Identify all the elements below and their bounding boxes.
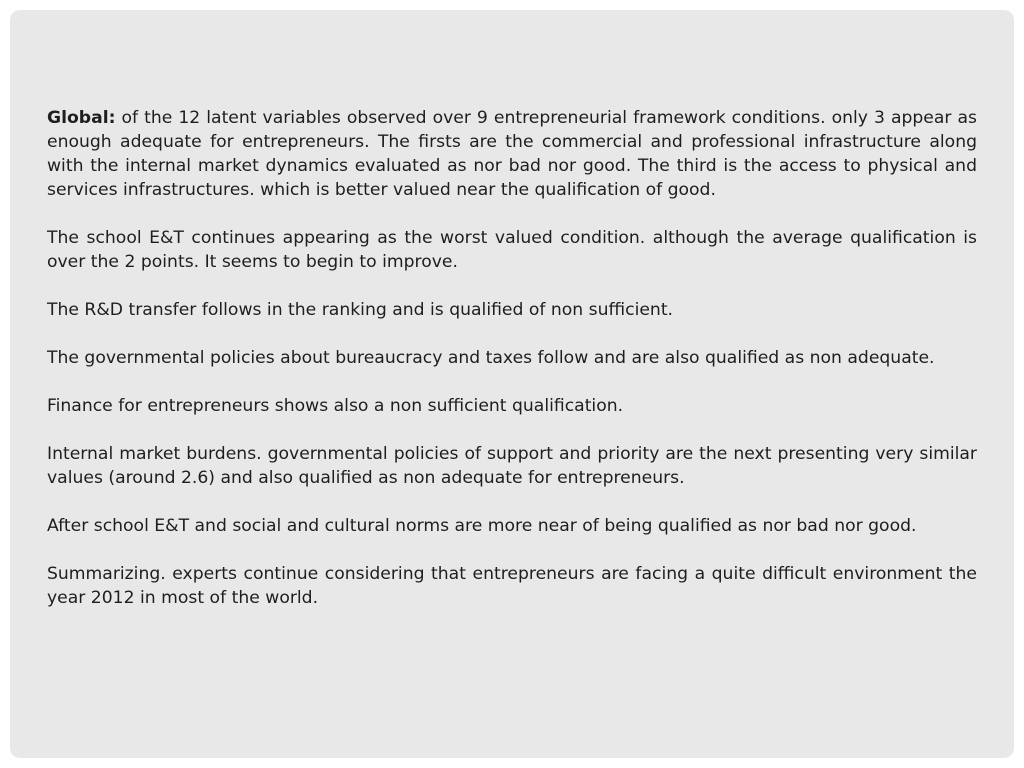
paragraph-finance: Finance for entrepreneurs shows also a non sufficient qualification.	[47, 396, 624, 416]
paragraph-governmental-policies: The governmental policies about bureaucracy and taxes follow and are also qualified as non adequate.	[47, 348, 935, 368]
paragraph-school-et: The school E&T continues appearing as the worst valued condition. although the average qualification is over the 2 points. It seems to begin to improve.	[47, 228, 977, 272]
paragraph-global	[47, 106, 977, 202]
paragraph-text: of the 12 latent variables observed over 9 entrepreneurial framework conditions. only 3 appear as enough adequate for entrepreneurs. The firsts are the commercial and professional infrastructure along with the internal market dynamics evaluated as nor bad nor good. The third is the access to physical and services infrastructures. which is better valued near the qualification of good.	[47, 108, 977, 200]
slide-body	[47, 106, 977, 634]
paragraph-after-school: After school E&T and social and cultural norms are more near of being qualified as nor bad nor good.	[47, 516, 917, 536]
paragraph-internal-market: Internal market burdens. governmental policies of support and priority are the next presenting very similar values (around 2.6) and also qualified as non adequate for entrepreneurs.	[47, 444, 977, 488]
slide-panel	[10, 10, 1014, 758]
paragraph-lead: Global:	[47, 108, 116, 128]
paragraph-rd-transfer: The R&D transfer follows in the ranking and is qualified of non sufficient.	[47, 300, 674, 320]
paragraph-summary: Summarizing. experts continue considering that entrepreneurs are facing a quite difficult environment the year 2012 in most of the world.	[47, 564, 977, 608]
